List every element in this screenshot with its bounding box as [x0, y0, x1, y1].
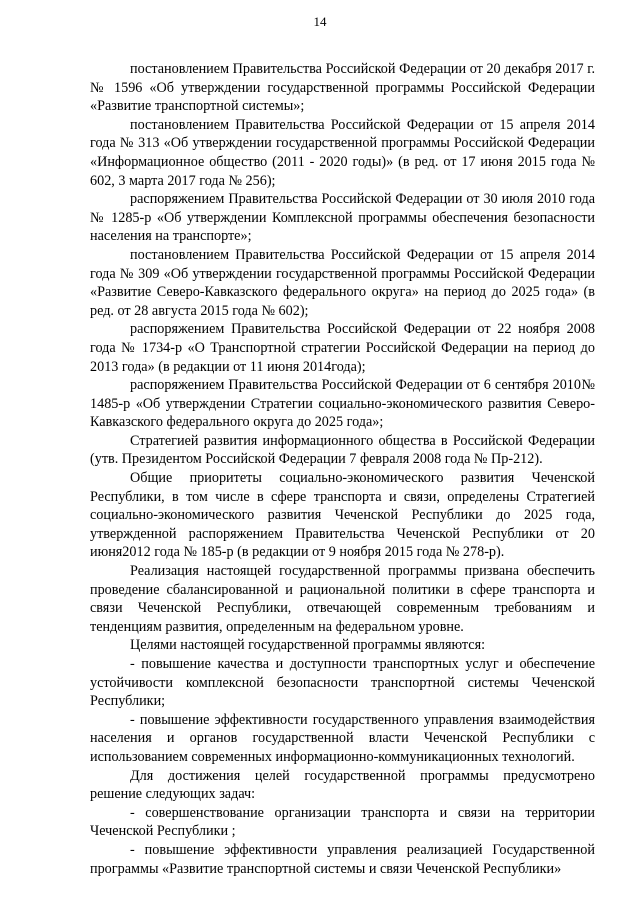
page-number: 14	[313, 14, 327, 29]
paragraph: Для достижения целей государственной программы предусмотрено решение следующих задач:	[90, 767, 595, 803]
paragraph: распоряжением Правительства Российской Федерации от 22 ноября 2008 года № 1734-р «О Транспортной стратегии Российской Федерации на период до 2013 года» (в редакции от 11 июня 2014года);	[90, 321, 595, 375]
paragraph: Целями настоящей государственной программы являются:	[130, 637, 486, 654]
list-item: - повышение качества и доступности транспортных услуг и обеспечение устойчивости комплексной безопасности транспортной системы Чеченской Республики;	[90, 656, 595, 710]
list-item: - совершенствование организации транспорта и связи на территории Чеченской Республики ;	[90, 804, 595, 840]
paragraph: постановлением Правительства Российской Федерации от 15 апреля 2014 года № 313 «Об утверждении государственной программы Российской Федерации «Информационное общество (2011 - 2020 годы)» (в ред. от 17 июня 2015 года № 602, 3 марта 2017 года № 256);	[90, 116, 595, 189]
list-item: - повышение эффективности государственного управления взаимодействия населения и органов государственной власти Чеченской Республики с использованием современных информационно-коммуникационных технологий.	[90, 711, 595, 765]
paragraph: распоряжением Правительства Российской Федерации от 30 июля 2010 года № 1285-р «Об утверждении Комплексной программы обеспечения безопасности населения на транспорте»;	[90, 191, 595, 245]
paragraph: Общие приоритеты социально-экономического развития Чеченской Республики, в том числе в сфере транспорта и связи, определены Стратегией социально-экономического развития Чеченской Республики до 2025 года, утвержденной распоряжением Правительства Чеченской Республики от 20 июня2012 года № 185-р (в редакции от 9 ноября 2015 года № 278-р).	[90, 470, 595, 561]
paragraph: постановлением Правительства Российской Федерации от 15 апреля 2014 года № 309 «Об утверждении государственной программы Российской Федерации «Развитие Северо-Кавказского федерального округа» на период до 2025 года» (в ред. от 28 августа 2015 года № 602);	[90, 246, 595, 319]
paragraph: распоряжением Правительства Российской Федерации от 6 сентября 2010№ 1485-р «Об утверждении Стратегии социально-экономического развития Северо-Кавказского федерального округа до 2025 года»;	[90, 377, 595, 431]
paragraph: Реализация настоящей государственной программы призвана обеспечить проведение сбалансированной и рациональной политики в сфере транспорта и связи Чеченской Республики, отвечающей современным требованиям и тенденциям развития, определенным на федеральном уровне.	[90, 563, 595, 635]
paragraph: постановлением Правительства Российской Федерации от 20 декабря 2017 г. № 1596 «Об утверждении государственной программы Российской Федерации «Развитие транспортной системы»;	[90, 61, 595, 115]
list-item: - повышение эффективности управления реализацией Государственной программы «Развитие транспортной системы и связи Чеченской Республики»	[90, 841, 595, 877]
document-body	[90, 60, 595, 878]
paragraph: Стратегией развития информационного общества в Российской Федерации (утв. Президентом Российской Федерации 7 февраля 2008 года № Пр-212).	[90, 432, 595, 468]
